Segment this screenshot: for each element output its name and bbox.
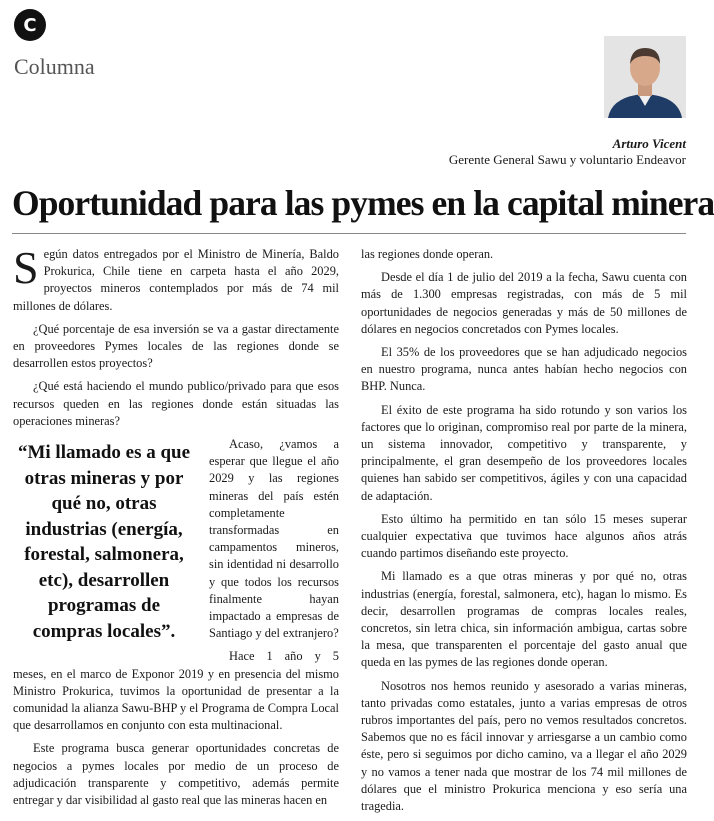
article-paragraph: Este programa busca generar oportunidades concretas de negocios a pymes locales por medio de un proceso de adjudicación transparente y competitivo, además permite entregar y dar visibilidad al gasto real que las mineras hacen en <box>13 741 339 808</box>
author-name: Arturo Vicent <box>612 136 686 151</box>
article-paragraph: Esto último ha permitido en tan sólo 15 meses superar cualquier expectativa que tuvimos hace algunos años atrás cuando partimos diseñando este proyecto. <box>361 511 687 561</box>
author-role: Gerente General Sawu y voluntario Endeavor <box>448 152 686 167</box>
paragraph-text: egún datos entregados por el Ministro de Minería, Baldo Prokurica, Chile tiene en carpeta hasta el año 2029, proyectos mineros contemplados por más de 74 mil millones de dólares. <box>13 247 339 313</box>
headline-divider <box>12 233 686 234</box>
article-paragraph: ¿Qué porcentaje de esa inversión se va a gastar directamente en proveedores Pymes locales de las regiones donde se desarrollen estos proyectos? <box>13 321 339 371</box>
article-paragraph: Acaso, ¿vamos a esperar que llegue el año 2029 y las regiones mineras del país estén completamente transformadas en campamentos mineros, sin identidad ni desarrollo y que todos los recursos finalmente hayan impactado a empresas de Santiago y del extranjero? <box>209 437 339 641</box>
article-paragraph: Hace 1 año y 5 meses, en el marco de Exponor 2019 y en presencia del mismo Ministro Prokurica, tuvimos la oportunidad de presentar a la comunidad la alianza Sawu-BHP y el Programa de Compra Local que desarrollamos en conjunto con esta multinacional. <box>13 649 339 733</box>
article-paragraph: Mi llamado es a que otras mineras y por qué no, otras industrias (energía, forestal, salmonera, etc), hagan lo mismo. Es decir, desarrollen programas de compras locales reales, concretos, sin letra chica, sin información ambigua, cartas sobre la mesa, que transparenten el porcentaje del gasto anual que queda en las pymes de las regiones donde operan. <box>361 569 687 670</box>
section-label: Columna <box>14 54 95 79</box>
drop-cap: S <box>13 242 39 293</box>
article-paragraph <box>13 242 339 315</box>
article-paragraph: las regiones donde operan. <box>361 247 494 261</box>
section-badge: C <box>14 9 46 41</box>
article-column-left <box>13 242 339 815</box>
article-paragraph: Nosotros nos hemos reunido y asesorado a varias mineras, tanto privadas como estatales, junto a varias empresas de otros rubros importantes del país, pero no vemos resultados concretos. Sabemos que no es fácil innovar y arriesgarse a un cambio como éste, pero si seguimos por dicho camino, va a llegar el año 2029 y no vamos a tener nada que mostrar de los 74 mil millones de dólares que el ministro Prokurica menciona y eso sería una tragedia. <box>361 678 687 814</box>
article-paragraph: ¿Qué está haciendo el mundo publico/privado para que esos recursos queden en las regiones donde están situadas las operaciones mineras? <box>13 379 339 428</box>
article-paragraph: El 35% de los proveedores que se han adjudicado negocios en nuestro programa, nunca antes habían hecho negocios con BHP. Nunca. <box>361 345 687 394</box>
article-paragraph: Desde el día 1 de julio del 2019 a la fecha, Sawu cuenta con más de 1.300 empresas registradas, con más de 5 mil oportunidades de negocios generadas y más de 50 millones de dólares en negocios concretados con Pymes locales. <box>361 270 687 336</box>
article-column-right <box>361 246 687 821</box>
article-headline: Oportunidad para las pymes en la capital minera <box>12 183 714 223</box>
author-portrait-icon <box>604 36 686 118</box>
article-paragraph: El éxito de este programa ha sido rotundo y son varios los factores que lo originan, compromiso real por parte de la minera, un sistema innovador, competitivo y transparente, y principalmente, el gran desempeño de los proveedores locales quienes han sabido ser competitivos, ágiles y con una capacidad de adaptación. <box>361 402 687 503</box>
pull-quote: “Mi llamado es a que otras mineras y por qué no, otras industrias (energía, forestal, salmonera, etc), desarrollen programas de compras locales”. <box>17 442 191 642</box>
